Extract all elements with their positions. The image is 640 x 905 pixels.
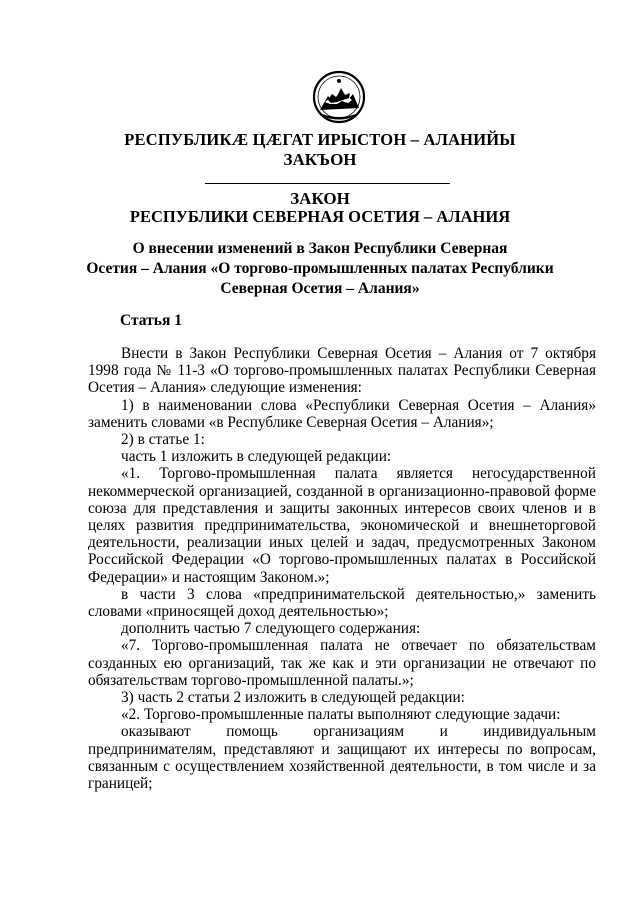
article-heading: Статья 1 bbox=[120, 312, 182, 329]
paragraph: «2. Торгово-промышленные палаты выполняют следующие задачи: bbox=[121, 706, 561, 724]
header-divider bbox=[205, 183, 450, 184]
law-title bbox=[0, 239, 640, 299]
coat-of-arms-icon bbox=[312, 70, 366, 124]
paragraph: Внести в Закон Республики Северная Осетия – Алания от 7 октября 1998 года № 11-3 «О торгово-промышленных палатах Республики Северная Осетия – Алания» следующие изменения: bbox=[88, 345, 596, 397]
header-ossetian-republic: РЕСПУБЛИКÆ ЦÆГАТ ИРЫСТОН – АЛАНИЙЫ bbox=[124, 130, 516, 149]
header-ossetian-law: ЗАКЪОН bbox=[283, 150, 357, 169]
law-title-line: Северная Осетия – Алания» bbox=[220, 280, 420, 297]
paragraph: «1. Торгово-промышленная палата является негосударственной некоммерческой организацией, созданной в организационно-правовой форме союза для представления и защиты законных интересов своих членов и в целях развития предпринимательства, экономической и внешнеторговой деятельности, реализации иных целей и задач, предусмотренных Законом Российской Федерации «О торгово-промышленных палатах в Российской Федерации» и настоящим Законом.»; bbox=[88, 465, 596, 586]
paragraph: в части 3 слова «предпринимательской деятельностью,» заменить словами «приносящей доход деятельностью»; bbox=[88, 585, 596, 621]
paragraph: дополнить частью 7 следующего содержания: bbox=[121, 620, 421, 638]
header-russian-republic: РЕСПУБЛИКИ СЕВЕРНАЯ ОСЕТИЯ – АЛАНИЯ bbox=[129, 207, 511, 226]
paragraph: часть 1 изложить в следующей редакции: bbox=[121, 448, 392, 466]
header-russian-law: ЗАКОН bbox=[290, 189, 350, 208]
paragraph: «7. Торгово-промышленная палата не отвечает по обязательствам созданных ею организаций, так же как и эти организации не отвечают по обязательствам торгово-промышленной палаты.»; bbox=[88, 637, 596, 689]
paragraph: 1) в наименовании слова «Республики Северная Осетия – Алания» заменить словами «в Республике Северная Осетия – Алания»; bbox=[88, 396, 596, 431]
paragraph: оказывают помощь организациям и индивидуальным предпринимателям, представляют и защищают их интересы по вопросам, связанным с осуществлением хозяйственной деятельности, в том числе и за границей; bbox=[88, 723, 596, 793]
paragraph: 2) в статье 1: bbox=[121, 431, 205, 449]
article-body bbox=[88, 345, 596, 792]
law-title-line: Осетия – Алания «О торгово-промышленных палатах Республики bbox=[86, 260, 554, 277]
paragraph: 3) часть 2 статьи 2 изложить в следующей редакции: bbox=[121, 689, 465, 707]
law-title-line: О внесении изменений в Закон Республики Северная bbox=[132, 240, 508, 257]
